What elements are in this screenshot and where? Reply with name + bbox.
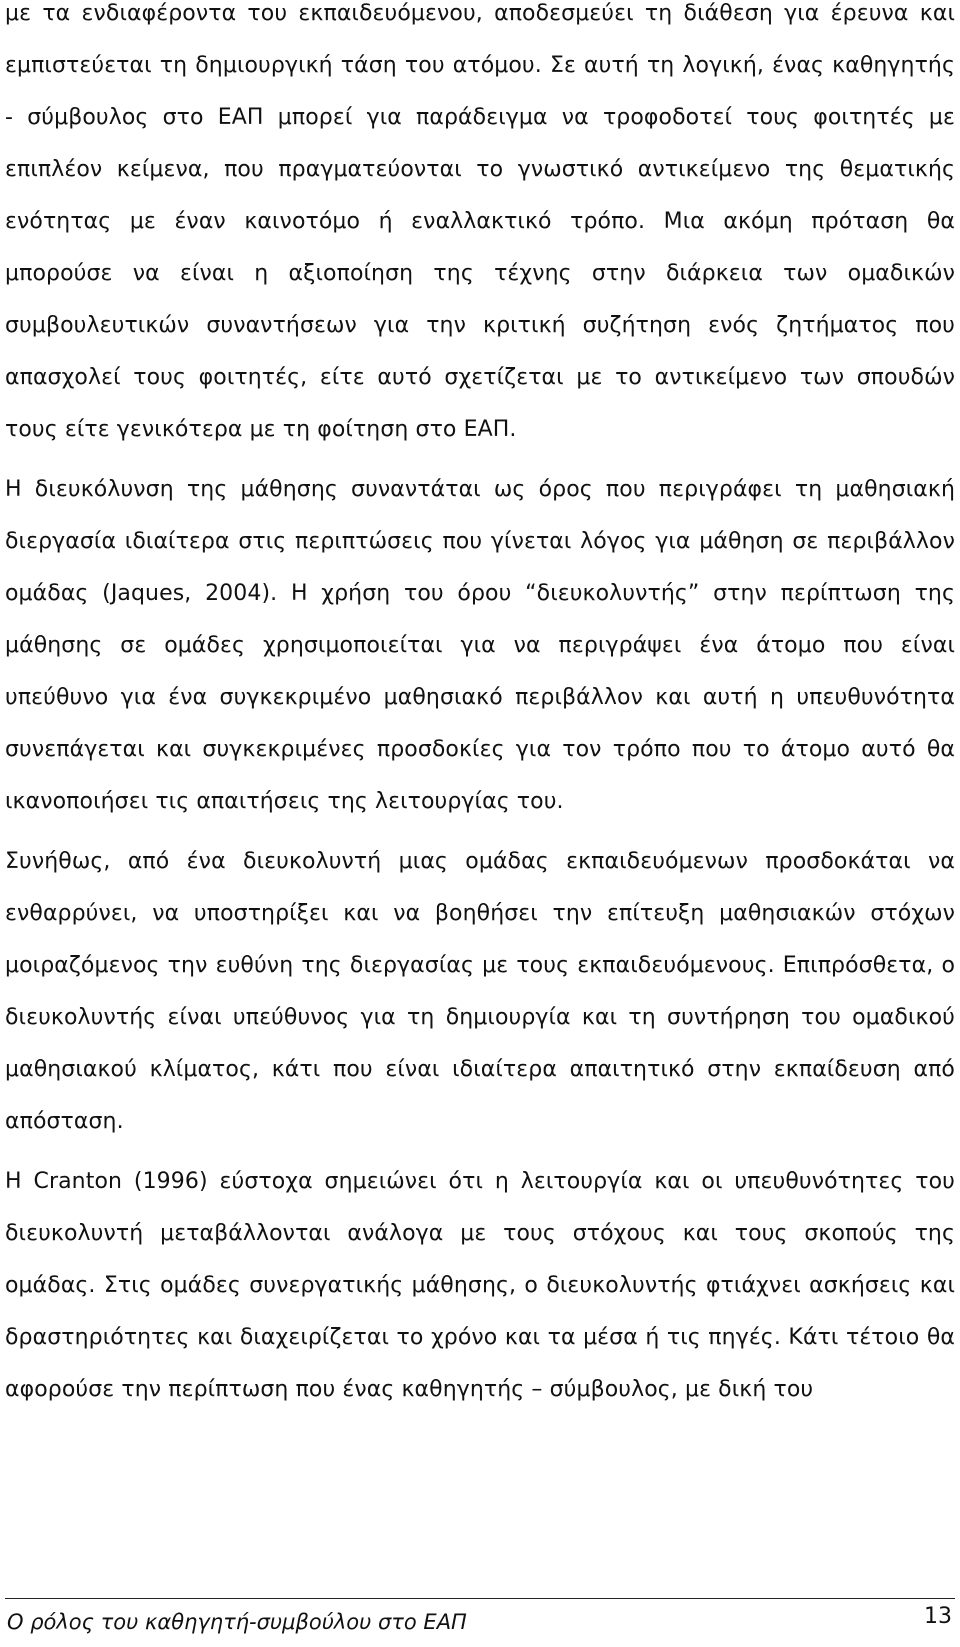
paragraph-1: με τα ενδιαφέροντα του εκπαιδευόμενου, αποδεσμεύει τη διάθεση για έρευνα και εμπιστεύεται τη δημιουργική τάση του ατόμου. Σε αυτή τη λογική, ένας καθηγητής - σύμβουλος στο ΕΑΠ μπορεί για παράδειγμα να τροφοδοτεί τους φοιτητές με επιπλέον κείμενα, που πραγματεύονται το γνωστικό αντικείμενο της θεματικής ενότητας με έναν καινοτόμο ή εναλλακτικό τρόπο. Μια ακόμη πρόταση θα μπορούσε να είναι η αξιοποίηση της τέχνης στην διάρκεια των ομαδικών συμβουλευτικών συναντήσεων για την κριτική συζήτηση ενός ζητήματος που απασχολεί τους φοιτητές, είτε αυτό σχετίζεται με το αντικείμενο των σπουδών τους είτε γενικότερα με τη φοίτηση στο ΕΑΠ.: [5, 1, 955, 442]
paragraph-3: Συνήθως, από ένα διευκολυντή μιας ομάδας εκπαιδευόμενων προσδοκάται να ενθαρρύνει, να υποστηρίξει και να βοηθήσει την επίτευξη μαθησιακών στόχων μοιραζόμενος την ευθύνη της διεργασίας με τους εκπαιδευόμενους. Επιπρόσθετα, ο διευκολυντής είναι υπεύθυνος για τη δημιουργία και τη συντήρηση του ομαδικού μαθησιακού κλίματος, κάτι που είναι ιδιαίτερα απαιτητικό στην εκπαίδευση από απόσταση.: [5, 849, 955, 1134]
paragraph-2: Η διευκόλυνση της μάθησης συναντάται ως όρος που περιγράφει τη μαθησιακή διεργασία ιδιαίτερα στις περιπτώσεις που γίνεται λόγος για μάθηση σε περιβάλλον ομάδας (Jaques, 2004). Η χρήση του όρου “διευκολυντής” στην περίπτωση της μάθησης σε ομάδες χρησιμοποιείται για να περιγράψει ένα άτομο που είναι υπεύθυνο για ένα συγκεκριμένο μαθησιακό περιβάλλον και αυτή η υπευθυνότητα συνεπάγεται και συγκεκριμένες προσδοκίες για τον τρόπο που το άτομο αυτό θα ικανοποιήσει τις απαιτήσεις της λειτουργίας του.: [5, 477, 955, 814]
page-footer: [0, 1598, 960, 1647]
footer-divider: [5, 1598, 955, 1599]
page-number: 13: [924, 1604, 952, 1629]
footer-title: Ο ρόλος του καθηγητή-συμβούλου στο ΕΑΠ: [7, 1610, 467, 1634]
body-text: [5, 0, 955, 1416]
paragraph-4: Η Cranton (1996) εύστοχα σημειώνει ότι η λειτουργία και οι υπευθυνότητες του διευκολυντή μεταβάλλονται ανάλογα με τους στόχους και τους σκοπούς της ομάδας. Στις ομάδες συνεργατικής μάθησης, ο διευκολυντής φτιάχνει ασκήσεις και δραστηριότητες και διαχειρίζεται το χρόνο και τα μέσα ή τις πηγές. Κάτι τέτοιο θα αφορούσε την περίπτωση που ένας καθηγητής – σύμβουλος, με δική του: [5, 1169, 955, 1402]
